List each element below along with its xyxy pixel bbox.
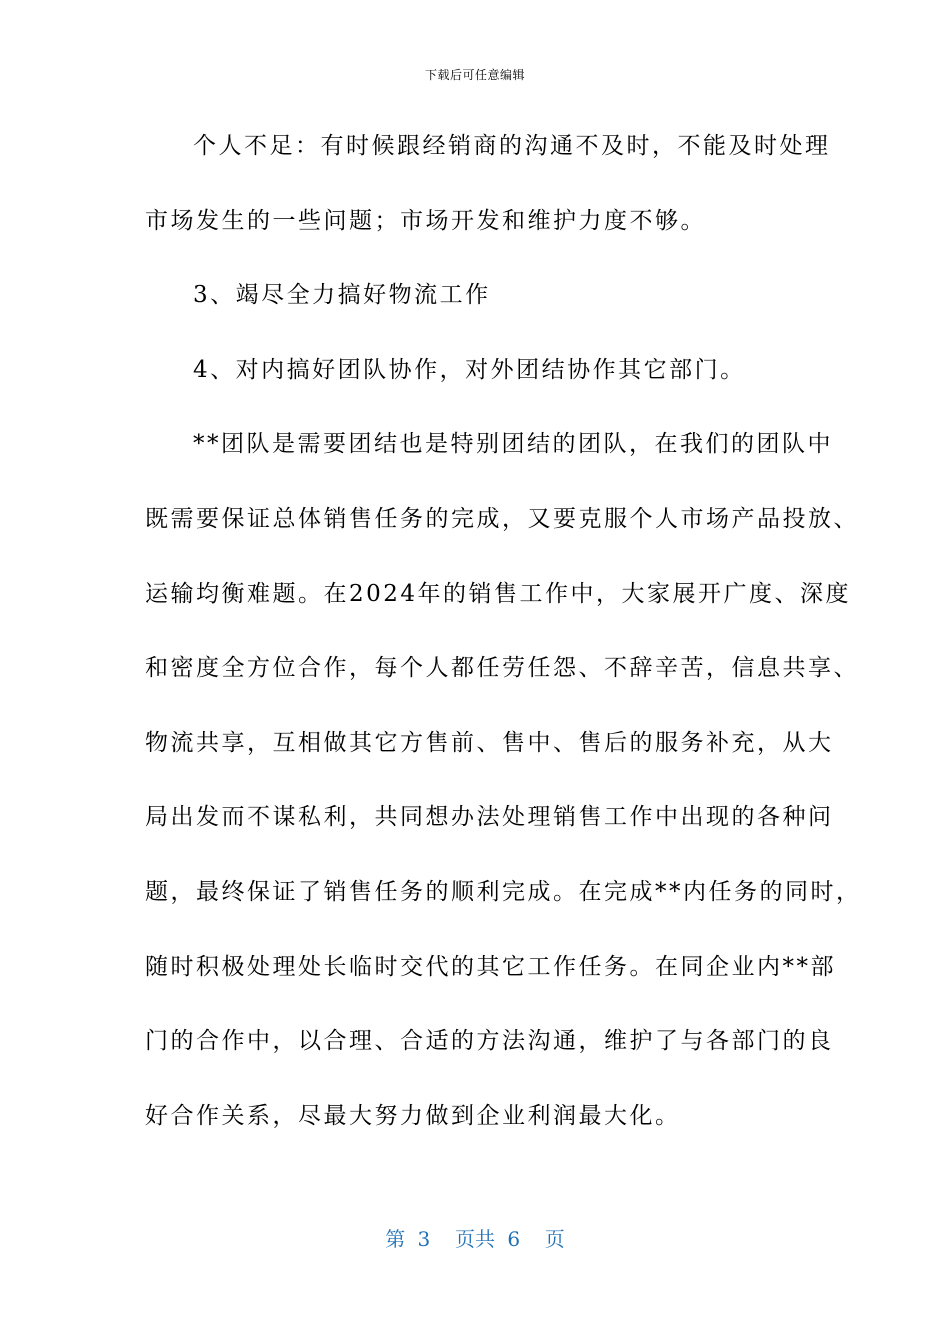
- paragraph-line: 市场发生的一些问题；市场开发和维护力度不够。: [145, 207, 706, 234]
- paragraph-line: 运输均衡难题。在2024年的销售工作中，大家展开广度、深度: [145, 580, 852, 607]
- paragraph-line: 好合作关系，尽最大努力做到企业利润最大化。: [145, 1102, 681, 1129]
- paragraph-line: 和密度全方位合作，每个人都任劳任怨、不辞辛苦，信息共享、: [145, 655, 859, 682]
- paragraph-line: 门的合作中，以合理、合适的方法沟通，维护了与各部门的良: [145, 1028, 834, 1055]
- page-number: 第 3 页共 6 页: [385, 1227, 565, 1251]
- section-heading: 4、对内搞好团队协作，对外团结协作其它部门。: [193, 356, 746, 383]
- paragraph-line: **团队是需要团结也是特别团结的团队，在我们的团队中: [193, 431, 833, 458]
- paragraph-line: 个人不足：有时候跟经销商的沟通不及时，不能及时处理: [193, 133, 831, 159]
- section-heading: 3、竭尽全力搞好物流工作: [193, 282, 491, 309]
- paragraph-line: 局出发而不谋私利，共同想办法处理销售工作中出现的各种问: [145, 804, 834, 831]
- paragraph-line: 题，最终保证了销售任务的顺利完成。在完成**内任务的同时，: [145, 878, 862, 905]
- page-header-note: 下载后可任意编辑: [424, 68, 525, 82]
- paragraph-line: 物流共享，互相做其它方售前、售中、售后的服务补充，从大: [145, 729, 834, 756]
- paragraph-line: 随时积极处理处长临时交代的其它工作任务。在同企业内**部: [145, 953, 836, 980]
- document-body: [145, 124, 862, 1168]
- paragraph-line: 既需要保证总体销售任务的完成，又要克服个人市场产品投放、: [145, 505, 859, 532]
